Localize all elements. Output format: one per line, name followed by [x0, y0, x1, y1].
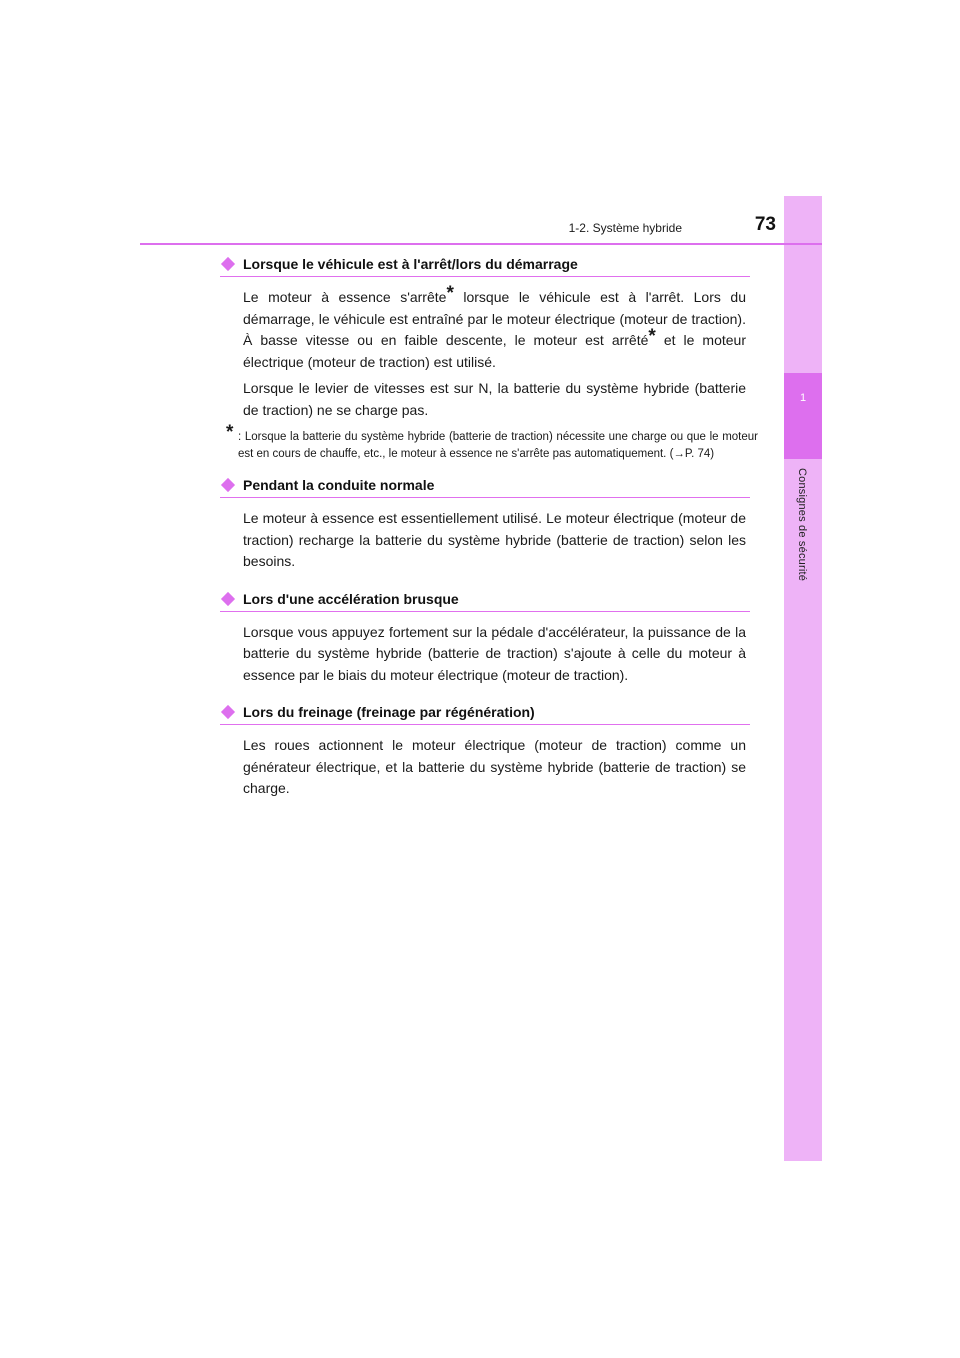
paragraph — [243, 283, 746, 373]
page-content — [220, 254, 758, 800]
diamond-bullet-icon — [221, 257, 235, 271]
section-heading — [220, 589, 750, 612]
section-heading — [220, 475, 750, 498]
paragraph-text: Le moteur à essence s'arrête — [243, 289, 447, 305]
section-title: Lors du freinage (freinage par régénération) — [243, 704, 535, 720]
chapter-number: 1 — [799, 392, 807, 404]
paragraph: Le moteur à essence est essentiellement utilisé. Le moteur électrique (moteur de traction) recharge la batterie du système hybride (batterie de traction) selon les besoins. — [243, 510, 746, 569]
header-rule — [140, 243, 822, 245]
diamond-bullet-icon — [221, 705, 235, 719]
footnote-text: : Lorsque la batterie du système hybride (batterie de traction) nécessite une charge ou que le moteur est en cours de chauffe, etc., le moteur à essence ne s'arrête pas automatiquement. (→P. 74) — [238, 431, 758, 460]
section-title: Lorsque le véhicule est à l'arrêt/lors du démarrage — [243, 256, 578, 272]
diamond-bullet-icon — [221, 478, 235, 492]
paragraph-text: lorsque le véhicule est à l'arrêt. Lors du démarrage, le véhicule est entraîné par le moteur électrique (moteur de traction). À basse vitesse ou en faible descente, le moteur est arrêté — [243, 289, 746, 348]
footnote — [226, 422, 758, 462]
header-section-title: 1-2. Système hybride — [568, 221, 682, 235]
diamond-bullet-icon — [221, 591, 235, 605]
section-heading — [220, 702, 750, 725]
section-regenerative-braking — [220, 702, 750, 800]
footnote-asterisk: * — [226, 422, 234, 443]
paragraph: Les roues actionnent le moteur électrique (moteur de traction) comme un générateur électrique, et la batterie du système hybride (batterie de traction) se charge. — [243, 737, 746, 796]
section-title: Pendant la conduite normale — [243, 477, 435, 493]
paragraph: Lorsque vous appuyez fortement sur la pédale d'accélérateur, la puissance de la batterie du système hybride (batterie de traction) s'ajoute à celle du moteur à essence par le biais du moteur électrique (moteur de traction). — [243, 623, 746, 683]
section-acceleration — [220, 589, 750, 687]
paragraph-text: et le moteur électrique (moteur de traction) est utilisé. — [243, 332, 746, 370]
asterisk-mark: * — [648, 326, 656, 347]
asterisk-mark: * — [446, 283, 454, 304]
section-heading — [220, 254, 750, 277]
section-title: Lors d'une accélération brusque — [243, 590, 459, 607]
section-normal-driving — [220, 475, 750, 573]
chapter-tab-highlight — [784, 373, 822, 459]
paragraph: Lorsque le levier de vitesses est sur N, la batterie du système hybride (batterie de traction) ne se charge pas. — [243, 380, 746, 418]
chapter-title: Consignes de sécurité — [796, 468, 808, 582]
page-number: 73 — [754, 214, 776, 235]
side-tab — [784, 196, 822, 1161]
section-stop-start — [220, 254, 758, 462]
